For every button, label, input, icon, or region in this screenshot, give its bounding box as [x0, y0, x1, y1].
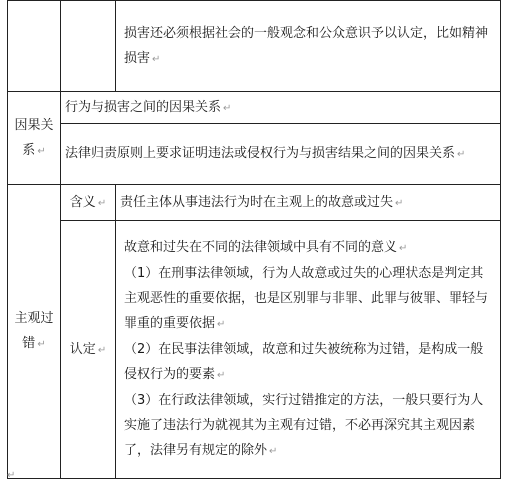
paragraph-mark-icon: ↵ — [152, 53, 161, 65]
recognition-paragraph-text: 故意和过失在不同的法律领域中具有不同的意义 — [124, 240, 398, 255]
fault-label-cell — [8, 185, 61, 479]
recognition-paragraph-text: （3）在行政法律领域，实行过错推定的方法，一般只要行为人实施了违法行为就视其为主观有过错，不必再深究其主观因素了，法律另有规定的除外 — [124, 393, 484, 458]
recognition-label: 认定 — [69, 341, 96, 357]
recognition-paragraph-text: （1）在刑事法律领域，行为人故意或过失的心理状态是判定其主观恶性的重要依据，也是区别罪与非罪、此罪与彼罪、罪轻与罪重的重要依据 — [124, 266, 489, 331]
legal-liability-table — [7, 0, 501, 479]
damage-note-cell — [116, 1, 501, 92]
damage-note-text: 损害还必须根据社会的一般观念和公众意识予以认定，比如精神损害 — [124, 25, 489, 66]
recognition-label-cell — [61, 221, 116, 479]
causation-line1-cell — [61, 92, 501, 124]
meaning-text: 责任主体从事违法行为时在主观上的故意或过失 — [120, 194, 394, 210]
table-row — [8, 124, 501, 185]
paragraph-mark-icon: ↵ — [269, 446, 278, 457]
paragraph-mark-icon: ↵ — [217, 370, 226, 381]
recognition-text-cell — [116, 221, 501, 479]
paragraph-mark-icon: ↵ — [97, 344, 107, 356]
causation-line2: 法律归责原则上要求证明违法或侵权行为与损害结果之间的因果关系 — [65, 146, 456, 161]
meaning-text-cell — [116, 185, 501, 221]
causation-line2-cell — [61, 124, 501, 185]
paragraph-mark-icon: ↵ — [399, 243, 408, 254]
paragraph-mark-icon: ↵ — [217, 319, 226, 330]
table-row — [8, 221, 501, 479]
paragraph-mark-icon: ↵ — [457, 149, 466, 160]
table-row — [8, 92, 501, 124]
meaning-label-cell — [61, 185, 116, 221]
table-row — [8, 1, 501, 92]
table-row — [8, 185, 501, 221]
paragraph-mark-icon: ↵ — [223, 102, 232, 114]
recognition-paragraph — [124, 388, 492, 464]
paragraph-mark-icon: ↵ — [7, 470, 16, 481]
causation-label: 因果关系 — [14, 117, 54, 158]
meaning-label: 含义 — [69, 194, 96, 210]
recognition-paragraph — [124, 235, 492, 261]
causation-line1: 行为与损害之间的因果关系 — [65, 99, 222, 115]
paragraph-mark-icon: ↵ — [97, 197, 107, 209]
paragraph-mark-icon: ↵ — [37, 145, 46, 157]
fault-label: 主观过错 — [14, 311, 54, 351]
recognition-paragraph — [124, 261, 492, 337]
empty-cell — [8, 1, 61, 92]
empty-cell — [61, 1, 116, 92]
paragraph-mark-icon: ↵ — [37, 339, 46, 350]
recognition-paragraph — [124, 337, 492, 388]
recognition-paragraph-text: （2）在民事法律领域，故意和过失被统称为过错，是构成一般侵权行为的要素 — [124, 342, 484, 382]
paragraph-mark-icon: ↵ — [395, 197, 404, 209]
causation-label-cell — [8, 92, 61, 185]
